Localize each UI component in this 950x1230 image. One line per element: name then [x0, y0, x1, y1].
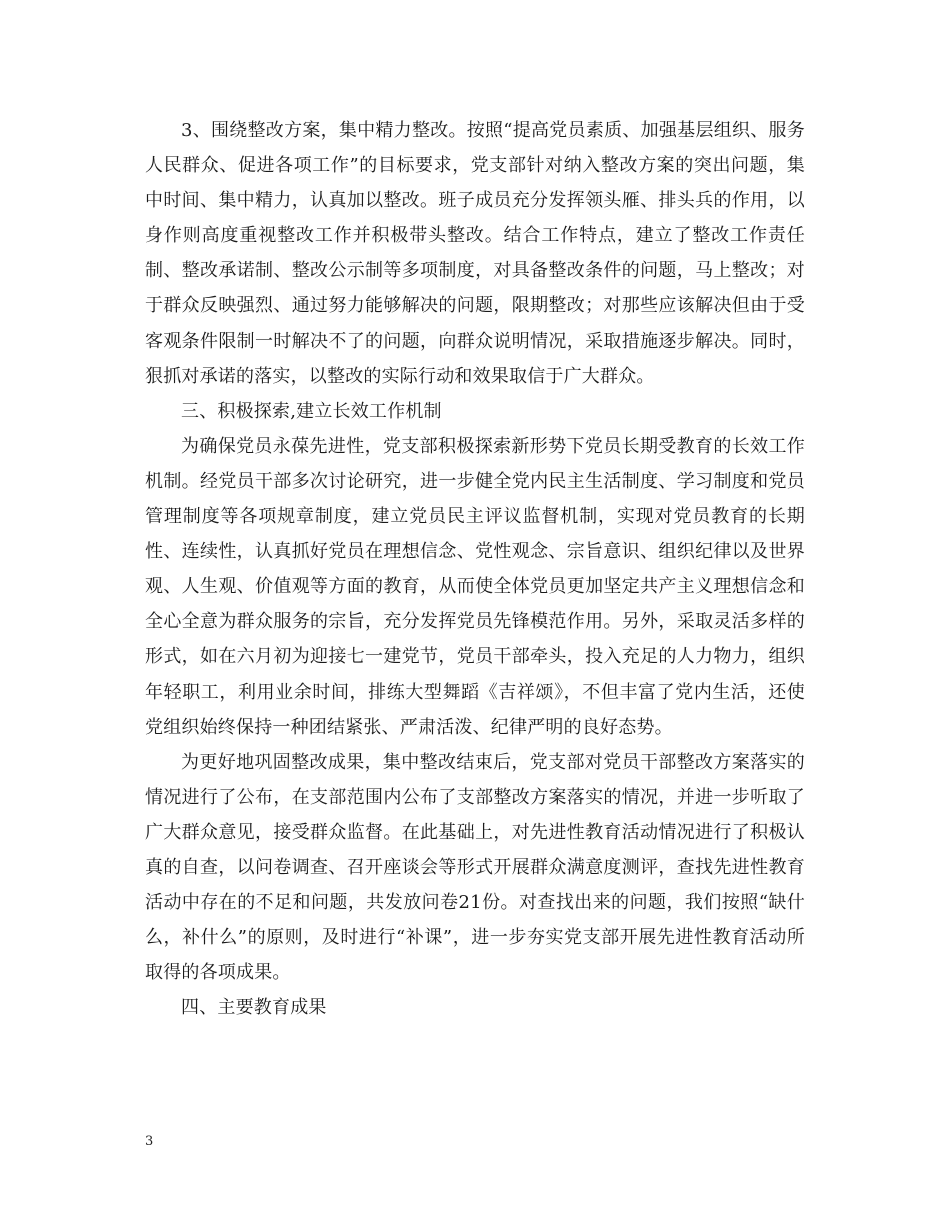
page-body: [145, 113, 805, 1025]
paragraph-long-term-mechanism: 为确保党员永葆先进性，党支部积极探索新形势下党员长期受教育的长效工作机制。经党员干部多次讨论研究，进一步健全党内民主生活制度、学习制度和党员管理制度等各项规章制度，建立党员民主评议监督机制，实现对党员教育的长期性、连续性，认真抓好党员在理想信念、党性观念、宗旨意识、组织纪律以及世界观、人生观、价值观等方面的教育，从而使全体党员更加坚定共产主义理想信念和全心全意为群众服务的宗旨，充分发挥党员先锋模范作用。另外，采取灵活多样的形式，如在六月初为迎接七一建党节，党员干部牵头，投入充足的人力物力，组织年轻职工，利用业余时间，排练大型舞蹈《吉祥颂》，不但丰富了党内生活，还使党组织始终保持一种团结紧张、严肃活泼、纪律严明的良好态势。: [145, 435, 805, 738]
page-number: 3: [145, 1134, 154, 1149]
paragraph-rectification-focus: 3、围绕整改方案，集中精力整改。按照“提高党员素质、加强基层组织、服务人民群众、促进各项工作”的目标要求，党支部针对纳入整改方案的突出问题，集中时间、集中精力，认真加以整改。班子成员充分发挥领头雁、排头兵的作用，以身作则高度重视整改工作并积极带头整改。结合工作特点，建立了整改工作责任制、整改承诺制、整改公示制等多项制度，对具备整改条件的问题，马上整改；对于群众反映强烈、通过努力能够解决的问题，限期整改；对那些应该解决但由于受客观条件限制一时解决不了的问题，向群众说明情况，采取措施逐步解决。同时，狠抓对承诺的落实，以整改的实际行动和效果取信于广大群众。: [145, 120, 805, 387]
paragraph-consolidate-results: 为更好地巩固整改成果，集中整改结束后，党支部对党员干部整改方案落实的情况进行了公布，在支部范围内公布了支部整改方案落实的情况，并进一步听取了广大群众意见，接受群众监督。在此基础上，对先进性教育活动情况进行了积极认真的自查，以问卷调查、召开座谈会等形式开展群众满意度测评，查找先进性教育活动中存在的不足和问题，共发放问卷21份。对查找出来的问题，我们按照“缺什么，补什么”的原则，及时进行“补课”，进一步夯实党支部开展先进性教育活动所取得的各项成果。: [145, 751, 805, 984]
section-heading-long-term-mechanism: 三、积极探索,建立长效工作机制: [181, 400, 442, 422]
section-heading-main-results: 四、主要教育成果: [181, 997, 327, 1019]
